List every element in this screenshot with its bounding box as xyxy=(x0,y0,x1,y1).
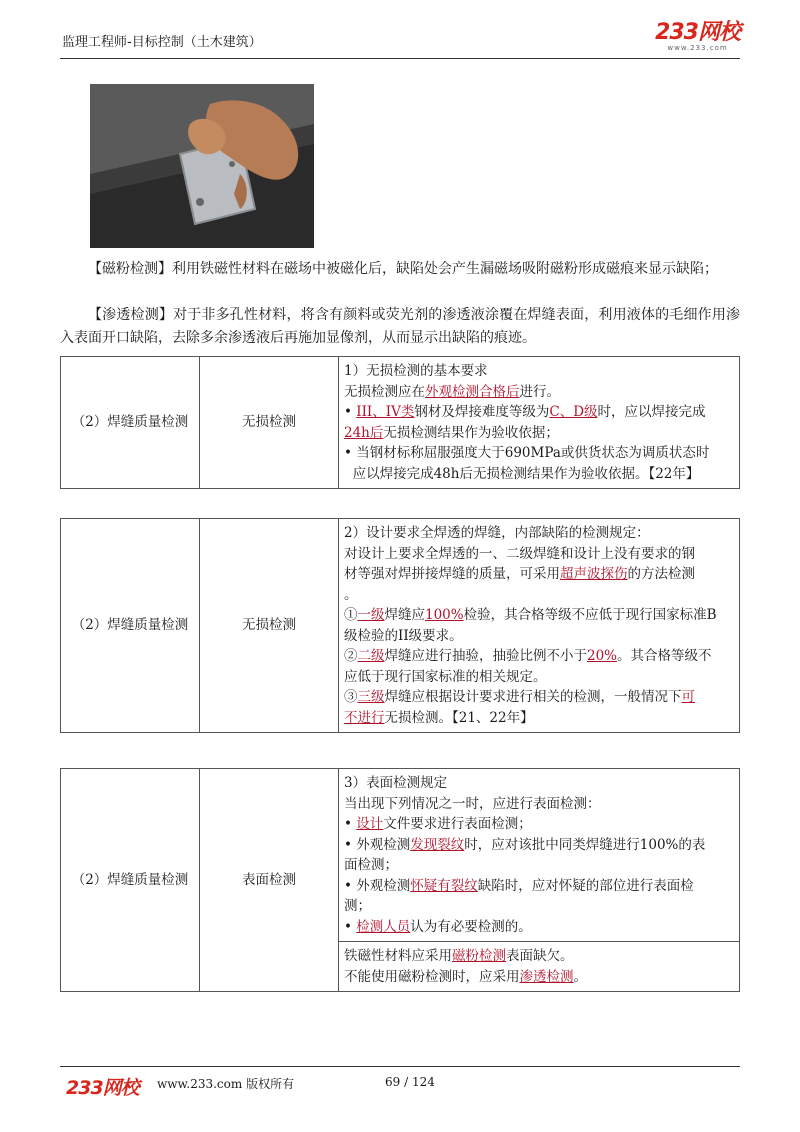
highlight-term: 设计 xyxy=(356,816,384,832)
highlight-term: 可 xyxy=(681,689,695,705)
text-run: 。 xyxy=(573,968,587,985)
text-run: • 当钢材标称屈服强度大于690MPa或供货状态为调质状态时 xyxy=(344,445,710,461)
text-line xyxy=(344,523,735,544)
highlight-term: 渗透检测 xyxy=(519,968,574,985)
text-run: • xyxy=(344,816,357,832)
highlight-term: 100% xyxy=(425,607,464,623)
highlight-term: 24h后 xyxy=(344,424,384,441)
text-line xyxy=(344,967,735,988)
text-run: 时，应对该批中同类焊缝进行100%的表 xyxy=(464,836,706,853)
magnetic-particle-paragraph: 【磁粉检测】利用铁磁性材料在磁场中被磁化后，缺陷处会产生漏磁场吸附磁粉形成磁痕来显示缺陷； xyxy=(88,261,718,277)
text-line xyxy=(344,876,735,897)
text-line xyxy=(344,896,735,917)
method-cell: 无损检测 xyxy=(200,519,339,733)
text-line xyxy=(344,443,735,464)
text-run: 材等强对焊拼接焊缝的质量，可采用 xyxy=(344,566,560,582)
requirement-cell xyxy=(339,519,740,733)
category-cell: （2）焊缝质量检测 xyxy=(61,769,200,992)
text-line xyxy=(344,814,735,835)
text-run: 无损检测。【21、22年】 xyxy=(384,709,534,726)
text-run: 缺陷时，应对怀疑的部位进行表面检 xyxy=(477,877,694,894)
highlight-term: III、IV类 xyxy=(356,404,415,420)
method-cell: 无损检测 xyxy=(200,357,339,489)
text-run: 应低于现行国家标准的相关规定。 xyxy=(344,668,547,685)
text-run: 应以焊接完成48h后无损检测结果作为验收依据。【22年】 xyxy=(344,465,700,482)
brand-logo xyxy=(655,22,740,52)
page-footer xyxy=(60,1066,740,1097)
text-run: 对设计上要求全焊透的一、二级焊缝和设计上没有要求的钢 xyxy=(344,545,695,562)
text-line xyxy=(344,794,735,815)
page-number: 69 / 124 xyxy=(385,1075,435,1089)
text-run: 面检测； xyxy=(344,857,398,873)
highlight-term: 一级 xyxy=(357,607,385,623)
text-run: 不能使用磁粉检测时，应采用 xyxy=(344,968,520,985)
penetrant-paragraph: 【渗透检测】对于非多孔性材料，将含有颜料或荧光剂的渗透液涂覆在焊缝表面，利用液体的毛细作用渗入表面开口缺陷，去除多余渗透液后再施加显像剂，从而显示出缺陷的痕迹。 xyxy=(60,307,740,346)
footer-logo: 233网校 xyxy=(66,1077,139,1099)
text-run: 焊缝应进行抽验，抽验比例不小于 xyxy=(384,648,587,664)
page-header xyxy=(60,18,740,59)
highlight-term: 20% xyxy=(587,648,618,664)
text-line xyxy=(344,708,735,729)
text-run: 。 xyxy=(344,586,358,603)
text-run: 测； xyxy=(344,898,371,914)
text-line xyxy=(344,585,735,606)
text-run: 2）设计要求全焊透的焊缝，内部缺陷的检测规定： xyxy=(344,525,650,541)
text-run: ② xyxy=(344,648,358,664)
text-run: 的方法检测 xyxy=(627,566,695,582)
text-line xyxy=(344,667,735,688)
text-line xyxy=(344,464,735,485)
text-line xyxy=(344,402,735,423)
highlight-term: C、D级 xyxy=(549,404,598,420)
highlight-term: 超声波探伤 xyxy=(560,566,628,582)
text-run: 时，应以焊接完成 xyxy=(597,404,706,420)
text-line xyxy=(344,544,735,565)
text-run: 当出现下列情况之一时，应进行表面检测： xyxy=(344,795,601,812)
footer-copyright: www.233.com 版权所有 xyxy=(157,1077,295,1091)
photo-illustration xyxy=(90,84,314,248)
text-run: 进行。 xyxy=(519,383,560,400)
material-note-cell xyxy=(339,942,740,992)
highlight-term: 不进行 xyxy=(344,709,385,726)
text-line xyxy=(344,564,735,585)
text-line xyxy=(344,835,735,856)
text-run: 无损检测应在 xyxy=(344,383,425,400)
text-run: 检验，其合格等级不应低于现行国家标准B xyxy=(463,607,717,623)
text-run: 钢材及焊接难度等级为 xyxy=(414,404,550,420)
document-title: 监理工程师-目标控制（土木建筑） xyxy=(62,35,262,50)
text-run: • 外观检测 xyxy=(344,877,411,894)
weld-gauge-photo xyxy=(90,84,314,248)
requirement-table-2 xyxy=(60,518,740,733)
text-run: • xyxy=(344,918,357,935)
logo-text: 233网校 xyxy=(655,20,740,45)
text-run: 认为有必要检测的。 xyxy=(410,918,532,935)
text-run: 3）表面检测规定 xyxy=(344,775,448,791)
requirement-cell xyxy=(339,357,740,489)
text-line xyxy=(344,687,735,708)
text-line xyxy=(344,423,735,444)
text-line xyxy=(344,646,735,667)
text-run: ③ xyxy=(344,689,358,705)
text-run: 。其合格等级不 xyxy=(617,648,712,664)
method-cell: 表面检测 xyxy=(200,769,339,992)
requirement-table-1 xyxy=(60,356,740,489)
category-cell: （2）焊缝质量检测 xyxy=(61,519,200,733)
text-run: 1）无损检测的基本要求 xyxy=(344,363,488,379)
highlight-term: 怀疑有裂纹 xyxy=(410,877,478,894)
text-run: 焊缝应根据设计要求进行相关的检测，一般情况下 xyxy=(384,689,682,705)
highlight-term: 磁粉检测 xyxy=(452,948,506,964)
text-run: • xyxy=(344,404,357,420)
text-run: 文件要求进行表面检测； xyxy=(383,816,532,832)
text-line xyxy=(344,626,735,647)
text-run: 铁磁性材料应采用 xyxy=(344,948,452,964)
text-line xyxy=(344,382,735,403)
text-line xyxy=(344,773,735,794)
text-line xyxy=(344,917,735,938)
highlight-term: 二级 xyxy=(357,648,385,664)
text-line xyxy=(344,855,735,876)
highlight-term: 三级 xyxy=(357,689,385,705)
text-run: 表面缺欠。 xyxy=(506,948,574,964)
text-line xyxy=(344,946,735,967)
highlight-term: 外观检测合格后 xyxy=(425,383,520,400)
text-run: 焊缝应 xyxy=(384,607,425,623)
requirement-table-3 xyxy=(60,768,740,992)
requirement-cell xyxy=(339,769,740,942)
text-run: ① xyxy=(344,607,358,623)
text-run: 级检验的II级要求。 xyxy=(344,627,463,644)
highlight-term: 发现裂纹 xyxy=(410,836,465,853)
category-cell: （2）焊缝质量检测 xyxy=(61,357,200,489)
text-run: • 外观检测 xyxy=(344,836,411,853)
logo-url: www.233.com xyxy=(667,44,728,52)
text-line xyxy=(344,605,735,626)
text-line xyxy=(344,361,735,382)
text-run: 无损检测结果作为验收依据； xyxy=(383,424,559,441)
highlight-term: 检测人员 xyxy=(356,918,411,935)
